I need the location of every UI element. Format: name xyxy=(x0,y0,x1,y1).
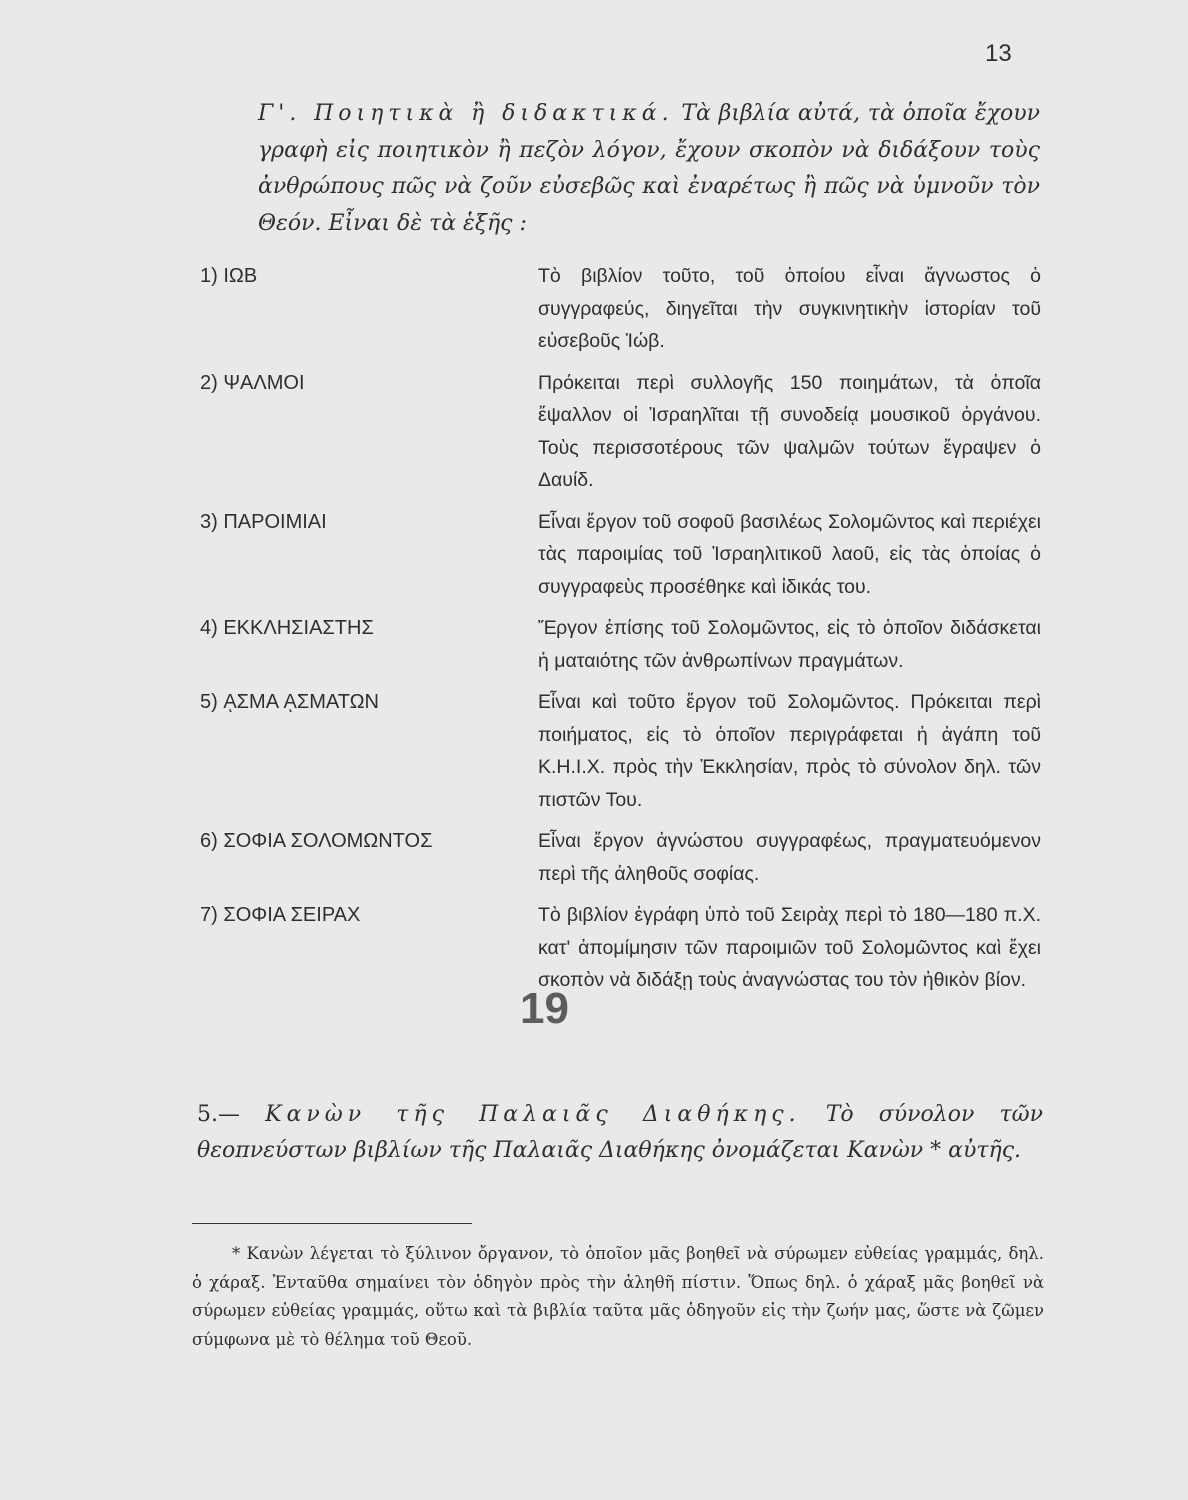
book-title: 1) ΙΩΒ xyxy=(200,265,258,287)
book-item xyxy=(200,260,1045,358)
section-canon xyxy=(197,1097,1043,1169)
book-title: 6) ΣΟΦΙΑ ΣΟΛΟΜΩΝΤΟΣ xyxy=(200,830,433,852)
book-description: Εἶναι ἔργον τοῦ σοφοῦ βασιλέως Σολομῶντος καὶ περιέχει τὰς παροιμίας τοῦ Ἰσραηλιτικοῦ λαοῦ, εἰς τὰς ὁποίας ὁ συγγραφεὺς προσέθηκε καὶ ἰδικάς του. xyxy=(538,510,1041,598)
section-text: Τὰ βιβλία αὐτά, τὰ ὁποῖα ἔχουν γραφὴ εἰς ποιητικὸν ἢ πεζὸν λόγον, ἔχουν σκοπὸν νὰ διδάξουν τοὺς ἀνθρώπους πῶς νὰ ζοῦν εὐσεβῶς καὶ ἐναρέτως ἢ πῶς νὰ ὑμνοῦν τὸν Θεόν. Εἶναι δὲ τὰ ἑξῆς : xyxy=(258,101,1040,236)
footnote: * Κανὼν λέγεται τὸ ξύλινον ὄργανον, τὸ ὁποῖον μᾶς βοηθεῖ νὰ σύρωμεν εὐθείας γραμμάς, δηλ. ὁ χάραξ. Ἐνταῦθα σημαίνει τὸν ὁδηγὸν πρὸς τὴν ἀληθῆ πίστιν. Ὅπως δηλ. ὁ χάραξ μᾶς βοηθεῖ νὰ σύρωμεν εὐθείας γραμμάς, οὕτω καὶ τὰ βιβλία ταῦτα μᾶς ὁδηγοῦν εἰς τὴν ζωήν μας, ὥστε νὰ ζῶμεν σύμφωνα μὲ τὸ θέλημα τοῦ Θεοῦ. xyxy=(192,1244,1044,1349)
book-item xyxy=(200,612,1045,677)
book-title: 5) ᾼΣΜΑ ᾼΣΜΑΤΩΝ xyxy=(200,691,379,713)
book-item xyxy=(200,899,1045,997)
canon-heading: Κανὼν τῆς Παλαιᾶς Διαθήκης. xyxy=(265,1102,801,1127)
book-title: 7) ΣΟΦΙΑ ΣΕΙΡΑΧ xyxy=(200,904,361,926)
book-description: Τὸ βιβλίον τοῦτο, τοῦ ὁποίου εἶναι ἄγνωστος ὁ συγγραφεύς, διηγεῖται τὴν συγκινητικὴν ἱστορίαν τοῦ εὐσεβοῦς Ἰώβ. xyxy=(538,265,1041,352)
section-poetic-books xyxy=(258,96,1040,242)
book-description: Εἶναι καὶ τοῦτο ἔργον τοῦ Σολομῶντος. Πρόκειται περὶ ποιήματος, εἰς τὸ ὁποῖον περιγράφεται ἡ ἀγάπη τοῦ Κ.Η.Ι.Χ. πρὸς τὴν Ἐκκλησίαν, πρὸς τὸ σύνολον δηλ. τῶν πιστῶν Του. xyxy=(538,691,1041,811)
book-title: 4) ΕΚΚΛΗΣΙΑΣΤΗΣ xyxy=(200,617,374,639)
book-description: Εἶναι ἔργον ἀγνώστου συγγραφέως, πραγματευόμενον περὶ τῆς ἀληθοῦς σοφίας. xyxy=(538,830,1041,885)
section-heading: Γ'. Ποιητικὰ ἢ διδακτικά. xyxy=(258,101,674,126)
book-item xyxy=(200,506,1045,604)
book-item xyxy=(200,686,1045,816)
handwritten-page-mark: 19 xyxy=(520,984,569,1033)
book-description: Ἔργον ἐπίσης τοῦ Σολομῶντος, εἰς τὸ ὁποῖον διδάσκεται ἡ ματαιότης τῶν ἀνθρωπίνων πραγμάτων. xyxy=(538,617,1041,672)
canon-number: 5.— xyxy=(197,1102,240,1127)
book-title: 2) ΨΑΛΜΟΙ xyxy=(200,371,305,394)
book-description: Τὸ βιβλίον ἐγράφη ὑπὸ τοῦ Σειρὰχ περὶ τὸ 180—180 π.Χ. κατ' ἀπομίμησιν τῶν παροιμιῶν τοῦ Σολομῶντος καὶ ἔχει σκοπὸν νὰ διδάξῃ τοὺς ἀναγνώστας του τὸν ἠθικὸν βίον. xyxy=(538,904,1041,991)
page-number: 13 xyxy=(985,40,1012,67)
book-item xyxy=(200,367,1045,497)
books-list xyxy=(200,260,1045,1006)
footnote-divider xyxy=(192,1223,472,1224)
book-description: Πρόκειται περὶ συλλογῆς 150 ποιημάτων, τὰ ὁποῖα ἔψαλλον οἱ Ἰσραηλῖται τῇ συνοδείᾳ μουσικοῦ ὀργάνου. Τοὺς περισσοτέρους τῶν ψαλμῶν τούτων ἔγραψεν ὁ Δαυίδ. xyxy=(538,371,1041,491)
canon-text: Τὸ σύνολον τῶν θεοπνεύστων βιβλίων τῆς Παλαιᾶς Διαθήκης ὀνομάζεται Κανὼν * αὐτῆς. xyxy=(197,1102,1043,1163)
section-paragraph xyxy=(258,96,1040,242)
book-title: 3) ΠΑΡΟΙΜΙΑΙ xyxy=(200,510,327,533)
book-item xyxy=(200,825,1045,890)
